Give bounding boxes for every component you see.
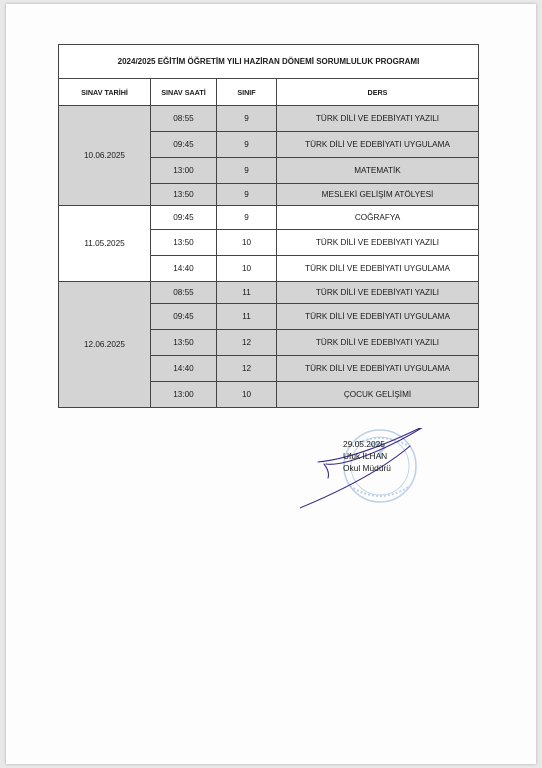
course-cell: TÜRK DİLİ VE EDEBİYATI YAZILI (277, 330, 479, 356)
exam-time-cell: 13:00 (151, 382, 217, 408)
table-row (59, 206, 479, 230)
course-cell: TÜRK DİLİ VE EDEBİYATI UYGULAMA (277, 256, 479, 282)
exam-time-cell: 13:50 (151, 184, 217, 206)
schedule-body (59, 106, 479, 408)
table-row (59, 282, 479, 304)
course-cell: COĞRAFYA (277, 206, 479, 230)
exam-time-cell: 08:55 (151, 282, 217, 304)
header-course: DERS (277, 79, 479, 106)
class-cell: 9 (217, 206, 277, 230)
class-cell: 9 (217, 158, 277, 184)
class-cell: 11 (217, 304, 277, 330)
exam-date-cell: 11.05.2025 (59, 206, 151, 282)
header-row (59, 79, 479, 106)
exam-date-cell: 10.06.2025 (59, 106, 151, 206)
course-cell: MATEMATİK (277, 158, 479, 184)
course-cell: TÜRK DİLİ VE EDEBİYATI UYGULAMA (277, 132, 479, 158)
exam-time-cell: 13:50 (151, 330, 217, 356)
class-cell: 9 (217, 106, 277, 132)
exam-time-cell: 08:55 (151, 106, 217, 132)
exam-schedule-table (58, 44, 479, 408)
course-cell: MESLEKİ GELİŞİM ATÖLYESİ (277, 184, 479, 206)
exam-time-cell: 14:40 (151, 356, 217, 382)
exam-date-cell: 12.06.2025 (59, 282, 151, 408)
table-title: 2024/2025 EĞİTİM ÖĞRETİM YILI HAZİRAN DÖNEMİ SORUMLULUK PROGRAMI (59, 45, 479, 79)
course-cell: TÜRK DİLİ VE EDEBİYATI UYGULAMA (277, 356, 479, 382)
class-cell: 9 (217, 132, 277, 158)
signature-name: Ufuk İLHAN (343, 451, 388, 461)
class-cell: 12 (217, 330, 277, 356)
header-date: SINAV TARİHİ (59, 79, 151, 106)
header-class: SINIF (217, 79, 277, 106)
exam-time-cell: 13:00 (151, 158, 217, 184)
exam-time-cell: 09:45 (151, 132, 217, 158)
signature-date: 29.05.2025 (343, 439, 385, 449)
exam-time-cell: 09:45 (151, 304, 217, 330)
signature-block (343, 438, 391, 474)
exam-time-cell: 13:50 (151, 230, 217, 256)
table-row (59, 106, 479, 132)
class-cell: 9 (217, 184, 277, 206)
class-cell: 12 (217, 356, 277, 382)
course-cell: TÜRK DİLİ VE EDEBİYATI YAZILI (277, 106, 479, 132)
class-cell: 10 (217, 382, 277, 408)
class-cell: 10 (217, 256, 277, 282)
signature-role: Okul Müdürü (343, 463, 391, 473)
exam-time-cell: 09:45 (151, 206, 217, 230)
header-time: SINAV SAATİ (151, 79, 217, 106)
course-cell: ÇOCUK GELİŞİMİ (277, 382, 479, 408)
class-cell: 11 (217, 282, 277, 304)
class-cell: 10 (217, 230, 277, 256)
course-cell: TÜRK DİLİ VE EDEBİYATI YAZILI (277, 282, 479, 304)
exam-time-cell: 14:40 (151, 256, 217, 282)
course-cell: TÜRK DİLİ VE EDEBİYATI UYGULAMA (277, 304, 479, 330)
course-cell: TÜRK DİLİ VE EDEBİYATI YAZILI (277, 230, 479, 256)
